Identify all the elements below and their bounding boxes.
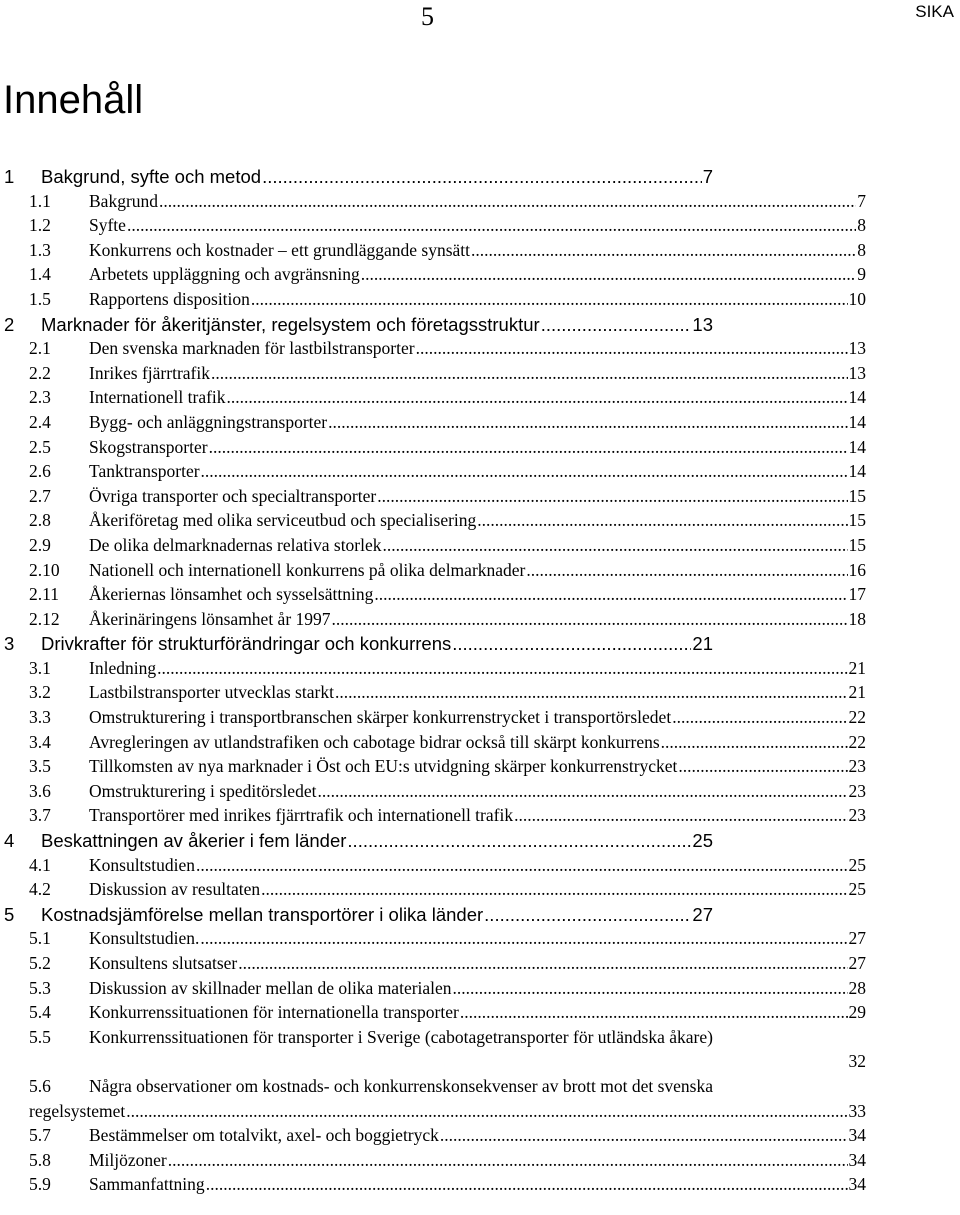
toc-entry-title: Internationell trafik — [89, 387, 226, 408]
toc-section-entry[interactable] — [0, 1125, 866, 1150]
toc-entry-number: 3 — [4, 633, 15, 655]
toc-entry-title: Drivkrafter för strukturförändringar och konkurrens — [41, 633, 452, 655]
toc-entry-title: Inledning — [89, 657, 157, 678]
toc-section-entry[interactable] — [0, 879, 866, 904]
toc-entry-title: Bestämmelser om totalvikt, axel- och boggietryck — [89, 1125, 439, 1146]
toc-entry-number: 5.5 — [29, 1026, 51, 1047]
toc-entry-page: 8 — [857, 215, 866, 236]
toc-entry-title: Sammanfattning — [89, 1174, 205, 1195]
toc-entry-page: 7 — [857, 190, 866, 211]
toc-entry-page: 23 — [848, 780, 866, 801]
toc-entry-title: Inrikes fjärrtrafik — [89, 362, 210, 383]
toc-section-entry[interactable] — [0, 584, 866, 609]
page-number: 5 — [421, 2, 434, 31]
toc-dot-leader — [332, 609, 848, 630]
toc-dot-leader — [477, 510, 847, 531]
toc-dot-leader — [127, 215, 856, 236]
toc-entry-number: 3.6 — [29, 780, 51, 801]
toc-entry-title: Transportörer med inrikes fjärrtrafik och internationell trafik — [89, 805, 514, 826]
toc-section-entry[interactable] — [0, 953, 866, 978]
toc-section-entry[interactable] — [0, 191, 866, 216]
toc-entry-title: Övriga transporter och specialtransporter — [89, 485, 377, 506]
toc-entry-title: Diskussion av resultaten — [89, 879, 261, 900]
toc-entry-number: 5.2 — [29, 953, 51, 973]
toc-entry-number: 4.2 — [29, 879, 51, 900]
toc-entry-number: 5.8 — [29, 1149, 51, 1170]
toc-entry-title: Marknader för åkeritjänster, regelsystem och företagsstruktur — [41, 313, 540, 335]
toc-entry-title: Nationell och internationell konkurrens på olika delmarknader — [89, 559, 526, 580]
toc-entry-page: 15 — [848, 534, 866, 555]
toc-entry-page: 34 — [848, 1125, 866, 1146]
toc-entry-number: 4.1 — [29, 854, 51, 875]
toc-dot-leader — [159, 191, 856, 212]
toc-entry-page: 21 — [692, 633, 713, 655]
toc-entry-title: Tanktransporter — [89, 461, 200, 482]
toc-section-entry[interactable] — [0, 805, 866, 830]
toc-entry-title: Konkurrenssituationen för internationella transporter — [89, 1002, 459, 1023]
toc-dot-leader — [335, 682, 848, 703]
toc-chapter-entry[interactable] — [0, 830, 713, 855]
toc-dot-leader — [157, 658, 847, 679]
toc-section-entry[interactable] — [0, 486, 866, 511]
toc-dot-leader — [317, 781, 847, 802]
toc-dot-leader — [484, 904, 691, 926]
toc-entry-page: 17 — [848, 584, 866, 605]
toc-section-entry[interactable] — [0, 1027, 866, 1076]
toc-dot-leader — [452, 633, 691, 655]
toc-entry-page: 15 — [848, 510, 866, 531]
toc-section-entry[interactable] — [0, 1150, 866, 1175]
toc-section-entry[interactable] — [0, 781, 866, 806]
toc-dot-leader — [238, 953, 847, 974]
toc-dot-leader — [416, 338, 848, 359]
toc-entry-page: 27 — [848, 953, 866, 973]
toc-entry-title: Kostnadsjämförelse mellan transportörer i olika länder — [41, 903, 484, 925]
toc-section-entry[interactable] — [0, 756, 866, 781]
toc-dot-leader — [661, 732, 848, 753]
toc-section-entry[interactable] — [0, 387, 866, 412]
toc-entry-title: Bakgrund, syfte och metod — [41, 166, 262, 187]
toc-section-entry[interactable] — [0, 978, 866, 1003]
toc-entry-number: 1.4 — [29, 264, 51, 285]
table-of-contents — [0, 166, 866, 1199]
header-brand: SIKA — [915, 2, 954, 21]
toc-dot-leader — [262, 166, 702, 188]
toc-entry-title: Konsultstudien. — [89, 928, 200, 949]
toc-entry-number: 3.7 — [29, 805, 51, 826]
toc-entry-page: 13 — [692, 313, 713, 335]
toc-entry-title: Beskattningen av åkerier i fem länder — [41, 830, 347, 852]
toc-section-entry[interactable] — [0, 412, 866, 437]
toc-entry-title: Rapportens disposition — [89, 288, 250, 309]
toc-entry-title: Bakgrund — [89, 190, 159, 211]
toc-section-entry[interactable] — [0, 658, 866, 683]
toc-entry-page: 14 — [848, 461, 866, 482]
toc-dot-leader — [227, 387, 848, 408]
toc-entry-title-cont: regelsystemet — [29, 1100, 126, 1121]
toc-entry-number: 5.1 — [29, 928, 51, 949]
toc-section-entry[interactable] — [0, 682, 866, 707]
toc-entry-page: 10 — [848, 288, 866, 309]
toc-entry-page: 23 — [848, 756, 866, 777]
toc-entry-number: 5.6 — [29, 1075, 51, 1096]
toc-entry-page: 9 — [857, 264, 866, 285]
toc-section-entry[interactable] — [0, 535, 866, 560]
toc-entry-number: 2.12 — [29, 608, 60, 629]
toc-entry-number: 5.9 — [29, 1174, 51, 1195]
toc-section-entry[interactable] — [0, 338, 866, 363]
toc-dot-leader — [471, 240, 856, 261]
toc-section-entry[interactable] — [0, 707, 866, 732]
toc-dot-leader — [460, 1002, 848, 1023]
toc-entry-page: 25 — [692, 830, 713, 852]
toc-entry-page: 21 — [848, 657, 866, 678]
toc-section-entry[interactable] — [0, 264, 866, 289]
toc-dot-leader — [261, 879, 847, 900]
toc-entry-number: 2.4 — [29, 411, 51, 432]
toc-entry-page: 27 — [692, 903, 713, 925]
toc-section-entry[interactable] — [0, 732, 866, 757]
toc-dot-leader — [383, 535, 848, 556]
toc-entry-number: 1.5 — [29, 288, 51, 309]
toc-entry-title: Åkerinäringens lönsamhet år 1997 — [89, 608, 331, 629]
toc-entry-page: 13 — [848, 338, 866, 359]
toc-entry-title: Bygg- och anläggningstransporter — [89, 411, 328, 432]
toc-entry-page: 27 — [848, 928, 866, 949]
toc-entry-page: 15 — [848, 485, 866, 506]
toc-entry-title: Miljözoner — [89, 1149, 167, 1170]
toc-chapter-entry[interactable] — [0, 633, 713, 658]
toc-dot-leader — [377, 486, 847, 507]
toc-entry-title: Arbetets uppläggning och avgränsning — [89, 264, 360, 285]
toc-entry-number: 2.3 — [29, 387, 51, 408]
toc-entry-page: 14 — [848, 411, 866, 432]
toc-section-entry[interactable] — [0, 560, 866, 585]
toc-entry-number: 5 — [4, 903, 15, 925]
toc-entry-page: 14 — [848, 436, 866, 457]
toc-entry-title: Tillkomsten av nya marknader i Öst och EU:s utvidgning skärper konkurrenstrycket — [89, 756, 678, 777]
toc-entry-number: 2.1 — [29, 338, 51, 359]
toc-entry-title: Konkurrens och kostnader – ett grundläggande synsätt — [89, 239, 471, 260]
toc-dot-leader — [347, 830, 691, 852]
toc-dot-leader — [201, 461, 848, 482]
toc-entry-title: Syfte — [89, 215, 126, 236]
toc-entry-page: 7 — [702, 166, 713, 187]
toc-entry-number: 3.4 — [29, 731, 51, 752]
toc-entry-page: 13 — [848, 362, 866, 383]
toc-dot-leader — [541, 314, 692, 336]
toc-section-entry[interactable] — [0, 215, 866, 240]
toc-entry-title: Den svenska marknaden för lastbilstransporter — [89, 338, 415, 359]
toc-dot-leader — [209, 437, 848, 458]
toc-dot-leader — [168, 1150, 848, 1171]
toc-entry-number: 2.8 — [29, 510, 51, 531]
toc-entry-number: 3.1 — [29, 657, 51, 678]
toc-entry-page: 33 — [848, 1100, 866, 1121]
toc-entry-title: Konsultstudien — [89, 854, 195, 875]
toc-entry-page: 25 — [848, 879, 866, 900]
toc-dot-leader — [514, 805, 847, 826]
toc-entry-title: Några observationer om kostnads- och konkurrenskonsekvenser av brott mot det svenska — [89, 1075, 714, 1096]
toc-dot-leader — [374, 584, 847, 605]
toc-entry-number: 4 — [4, 830, 15, 852]
toc-entry-number: 1 — [4, 166, 15, 187]
toc-dot-leader — [672, 707, 847, 728]
toc-chapter-entry[interactable] — [0, 166, 713, 191]
toc-entry-number: 5.4 — [29, 1002, 51, 1023]
toc-section-entry[interactable] — [0, 437, 866, 462]
toc-section-entry[interactable] — [0, 510, 866, 535]
toc-section-entry[interactable] — [0, 1002, 866, 1027]
toc-entry-number: 1.1 — [29, 190, 51, 211]
toc-entry-title: Skogstransporter — [89, 436, 208, 457]
toc-chapter-entry[interactable] — [0, 314, 713, 339]
toc-entry-page: 14 — [848, 387, 866, 408]
toc-entry-title: Diskussion av skillnader mellan de olika materialen — [89, 977, 452, 998]
toc-entry-page: 21 — [848, 682, 866, 703]
toc-section-entry[interactable] — [0, 1076, 866, 1125]
toc-entry-page: 23 — [848, 805, 866, 826]
toc-entry-page: 8 — [857, 239, 866, 260]
toc-entry-title: Avregleringen av utlandstrafiken och cabotage bidrar också till skärpt konkurrens — [89, 731, 660, 752]
toc-entry-page: 25 — [848, 854, 866, 875]
toc-entry-page: 18 — [848, 608, 866, 629]
toc-entry-number: 2.5 — [29, 436, 51, 457]
toc-entry-page: 28 — [848, 977, 866, 998]
toc-entry-title: Åkeriföretag med olika serviceutbud och specialisering — [89, 510, 477, 531]
toc-entry-title: Åkeriernas lönsamhet och sysselsättning — [89, 584, 374, 605]
toc-dot-leader — [526, 560, 847, 581]
toc-entry-page: 34 — [848, 1174, 866, 1195]
toc-entry-title: De olika delmarknadernas relativa storlek — [89, 534, 382, 555]
toc-dot-leader — [251, 289, 848, 310]
toc-section-entry[interactable] — [0, 855, 866, 880]
toc-section-entry[interactable] — [0, 1174, 866, 1199]
toc-chapter-entry[interactable] — [0, 904, 713, 929]
toc-entry-number: 5.7 — [29, 1125, 51, 1146]
toc-entry-title: Konkurrenssituationen för transporter i Sverige (cabotagetransporter för utländska åkare) — [89, 1026, 713, 1047]
toc-entry-title: Lastbilstransporter utvecklas starkt — [89, 682, 334, 703]
toc-dot-leader — [440, 1125, 848, 1146]
toc-dot-leader — [678, 756, 847, 777]
toc-section-entry[interactable] — [0, 928, 866, 953]
toc-entry-page: 16 — [848, 559, 866, 580]
toc-entry-number: 3.5 — [29, 756, 51, 777]
toc-entry-number: 3.2 — [29, 682, 51, 703]
toc-entry-number: 1.3 — [29, 239, 51, 260]
toc-entry-title: Omstrukturering i speditörsledet — [89, 780, 317, 801]
toc-dot-leader — [361, 264, 857, 285]
toc-section-entry[interactable] — [0, 363, 866, 388]
toc-entry-number: 2 — [4, 313, 15, 335]
toc-entry-page: 22 — [848, 707, 866, 728]
toc-entry-page: 32 — [848, 1051, 866, 1072]
toc-entry-number: 2.2 — [29, 362, 51, 383]
toc-entry-page: 34 — [848, 1149, 866, 1170]
toc-dot-leader — [211, 363, 848, 384]
toc-entry-number: 2.10 — [29, 559, 60, 580]
toc-entry-number: 2.6 — [29, 461, 51, 482]
toc-section-entry[interactable] — [0, 240, 866, 265]
toc-entry-number: 2.11 — [29, 584, 59, 605]
page-title: Innehåll — [3, 78, 144, 122]
toc-entry-page: 29 — [848, 1002, 866, 1023]
toc-dot-leader — [126, 1101, 847, 1122]
toc-entry-page: 22 — [848, 731, 866, 752]
toc-entry-number: 2.7 — [29, 485, 51, 506]
toc-entry-number: 5.3 — [29, 977, 51, 998]
toc-section-entry[interactable] — [0, 289, 866, 314]
toc-entry-title: Omstrukturering i transportbranschen skärper konkurrenstrycket i transportörsledet — [89, 707, 672, 728]
toc-entry-number: 2.9 — [29, 534, 51, 555]
toc-dot-leader — [200, 928, 847, 949]
toc-dot-leader — [196, 855, 848, 876]
toc-entry-title: Konsultens slutsatser — [89, 953, 238, 973]
toc-section-entry[interactable] — [0, 461, 866, 486]
toc-dot-leader — [453, 978, 848, 999]
toc-section-entry[interactable] — [0, 609, 866, 634]
toc-entry-number: 3.3 — [29, 707, 51, 728]
toc-entry-number: 1.2 — [29, 215, 51, 236]
toc-dot-leader — [206, 1174, 848, 1195]
toc-dot-leader — [328, 412, 847, 433]
